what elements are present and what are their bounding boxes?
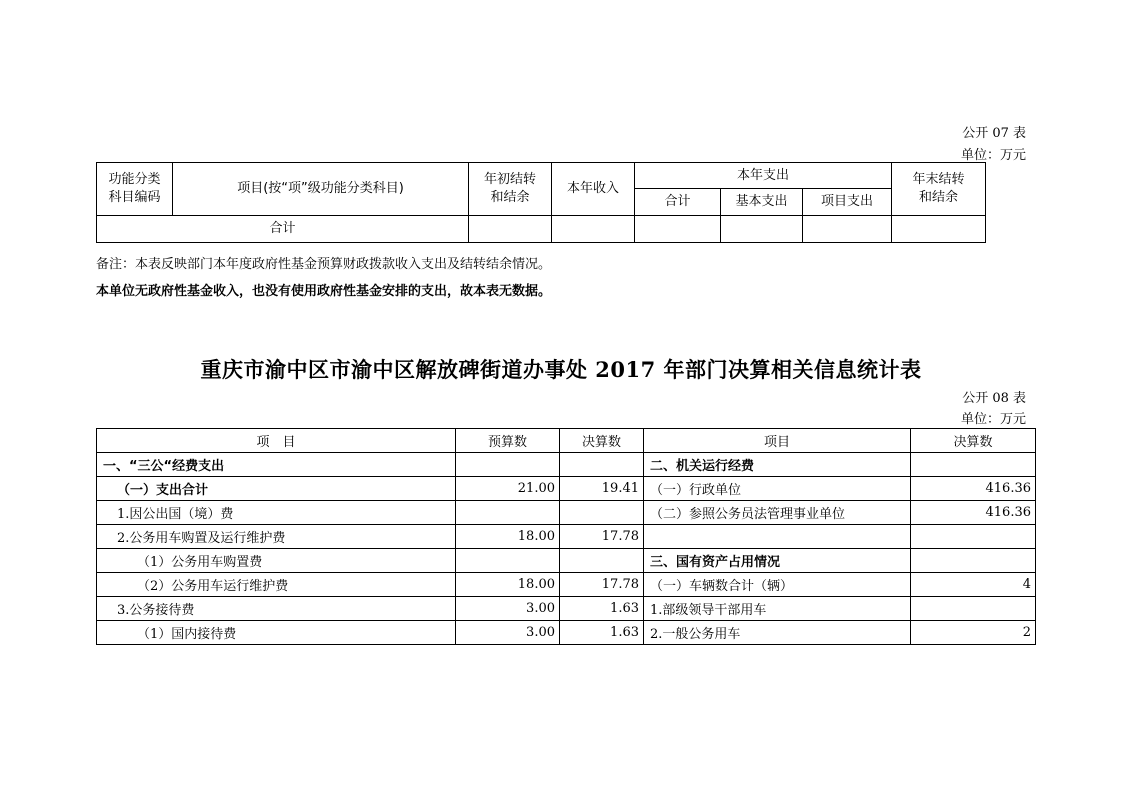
header-income: 本年收入 — [552, 163, 635, 216]
header-exp-basic: 基本支出 — [721, 189, 803, 216]
table-row — [97, 525, 1036, 549]
row-right-item — [644, 525, 911, 549]
header-expense: 本年支出 — [635, 163, 892, 189]
header-exp-total: 合计 — [635, 189, 721, 216]
row-final-right — [911, 453, 1036, 477]
row-final-left — [560, 501, 644, 525]
row-right-item: （二）参照公务员法管理事业单位 — [644, 501, 911, 525]
table08 — [96, 428, 1036, 645]
row-final-right: 416.36 — [911, 477, 1036, 501]
total-cell — [635, 216, 721, 243]
row-right-item: （一）车辆数合计（辆） — [644, 573, 911, 597]
row-left-item: （1）公务用车购置费 — [97, 549, 456, 573]
row-final-left: 17.78 — [560, 573, 644, 597]
total-cell — [552, 216, 635, 243]
table08-code-label: 公开 08 表 — [962, 391, 1026, 406]
row-left-item: 3.公务接待费 — [97, 597, 456, 621]
total-cell — [469, 216, 552, 243]
table08-unit-label: 单位：万元 — [960, 412, 1026, 427]
row-budget: 3.00 — [456, 597, 560, 621]
header-budget: 预算数 — [456, 429, 560, 453]
row-final-left — [560, 549, 644, 573]
total-cell — [803, 216, 892, 243]
total-cell — [892, 216, 986, 243]
header-final-left: 决算数 — [560, 429, 644, 453]
header-end-balance: 年末结转 和结余 — [892, 163, 986, 216]
table07-no-data-note: 本单位无政府性基金收入，也没有使用政府性基金安排的支出，故本表无数据。 — [96, 284, 552, 299]
row-final-right: 2 — [911, 621, 1036, 645]
row-final-left: 1.63 — [560, 621, 644, 645]
row-final-left: 19.41 — [560, 477, 644, 501]
table07-code-label: 公开 07 表 — [962, 126, 1026, 141]
row-left-item: （一）支出合计 — [97, 477, 456, 501]
header-item: 项目(按“项”级功能分类科目) — [173, 163, 469, 216]
header-final-right: 决算数 — [911, 429, 1036, 453]
row-final-right — [911, 549, 1036, 573]
table-row — [97, 549, 1036, 573]
row-right-item: （一）行政单位 — [644, 477, 911, 501]
header-item-left: 项 目 — [97, 429, 456, 453]
row-left-item: 2.公务用车购置及运行维护费 — [97, 525, 456, 549]
row-budget: 21.00 — [456, 477, 560, 501]
row-final-right — [911, 597, 1036, 621]
table07-remark: 备注：本表反映部门本年度政府性基金预算财政拨款收入支出及结转结余情况。 — [96, 257, 552, 272]
header-exp-project: 项目支出 — [803, 189, 892, 216]
table-row — [97, 477, 1036, 501]
header-begin-balance: 年初结转 和结余 — [469, 163, 552, 216]
table-row — [97, 573, 1036, 597]
row-final-right: 4 — [911, 573, 1036, 597]
row-left-item: （2）公务用车运行维护费 — [97, 573, 456, 597]
table08-body — [97, 453, 1036, 645]
row-left-item: 一、“三公“经费支出 — [97, 453, 456, 477]
table-row — [97, 501, 1036, 525]
table08-title: 重庆市渝中区市渝中区解放碑街道办事处 2017 年部门决算相关信息统计表 — [200, 357, 922, 382]
row-left-item: （1）国内接待费 — [97, 621, 456, 645]
row-final-left: 17.78 — [560, 525, 644, 549]
row-right-item: 三、国有资产占用情况 — [644, 549, 911, 573]
total-cell — [721, 216, 803, 243]
row-left-item: 1.因公出国（境）费 — [97, 501, 456, 525]
row-right-item: 1.部级领导干部用车 — [644, 597, 911, 621]
table07 — [96, 162, 986, 243]
row-final-left — [560, 453, 644, 477]
row-final-right: 416.36 — [911, 501, 1036, 525]
row-budget — [456, 549, 560, 573]
row-final-left: 1.63 — [560, 597, 644, 621]
header-func-code: 功能分类 科目编码 — [97, 163, 173, 216]
row-right-item: 2.一般公务用车 — [644, 621, 911, 645]
row-budget — [456, 453, 560, 477]
table07-unit-label: 单位：万元 — [960, 148, 1026, 163]
table-row — [97, 621, 1036, 645]
row-budget: 18.00 — [456, 573, 560, 597]
row-final-right — [911, 525, 1036, 549]
total-row-label: 合计 — [97, 216, 469, 243]
table-row — [97, 453, 1036, 477]
header-item-right: 项目 — [644, 429, 911, 453]
table-row — [97, 597, 1036, 621]
row-budget: 18.00 — [456, 525, 560, 549]
row-right-item: 二、机关运行经费 — [644, 453, 911, 477]
row-budget — [456, 501, 560, 525]
row-budget: 3.00 — [456, 621, 560, 645]
